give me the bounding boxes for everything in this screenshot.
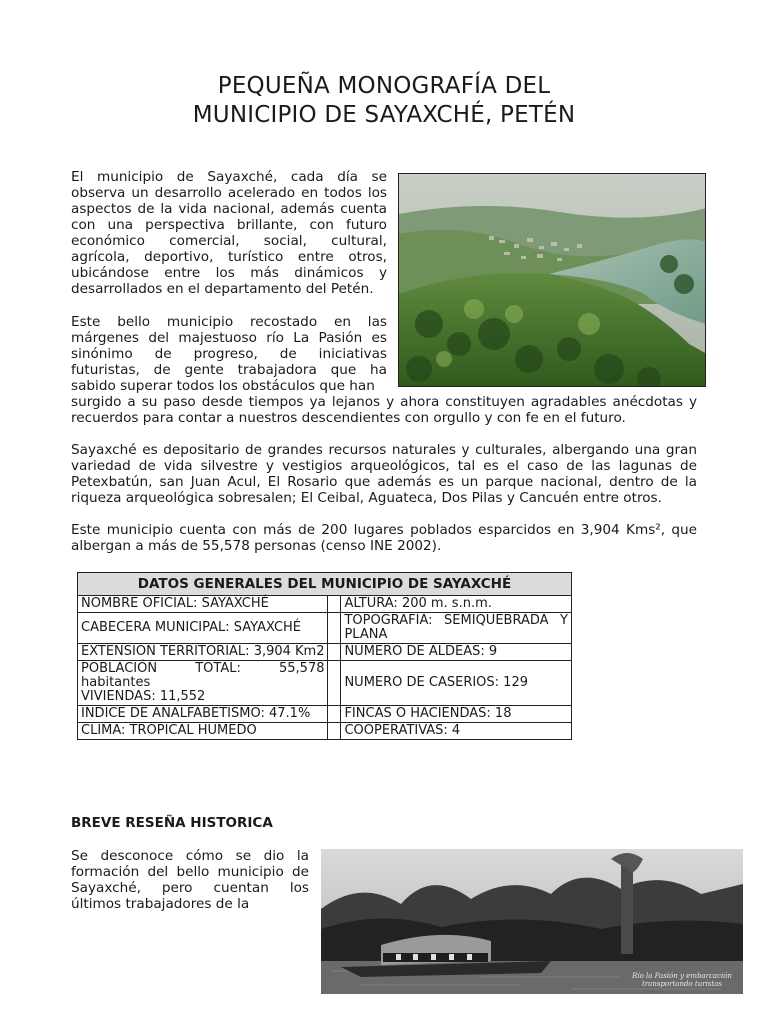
population-text: POBLACIÓN TOTAL: 55,578 habitantes (81, 661, 325, 690)
cell-extension: EXTENSION TERRITORIAL: 3,904 Km2 (78, 644, 328, 661)
cell-climate: CLIMA: TROPICAL HUMEDO (78, 723, 328, 740)
page-title (0, 72, 768, 130)
table-row (78, 706, 572, 723)
river-boat-photo (321, 849, 743, 994)
table-row (78, 661, 572, 706)
cell-cooperatives: COOPERATIVAS: 4 (341, 723, 572, 740)
paragraph-river-b: surgido a su paso desde tiempos ya lejanos y ahora constituyen agradables anécdotas y recuerdos para contar a nuestros descendientes con orgullo y con fe en el futuro. (71, 394, 697, 426)
cell-illiteracy: INDICE DE ANALFABETISMO: 47.1% (78, 706, 328, 723)
table-row (78, 723, 572, 740)
table-row (78, 596, 572, 613)
table-row (78, 613, 572, 644)
cell-villages: NUMERO DE ALDEAS: 9 (341, 644, 572, 661)
paragraph-resources: Sayaxché es depositario de grandes recursos naturales y culturales, albergando una gran variedad de vida silvestre y vestigios arqueológicos, tal es el caso de las lagunas de Petexbatún, san Juan Acul, El Rosario que además es un parque nacional, dentro de la riqueza arqueológica sobresalen; El Ceibal, Aguateca, Dos Pilas y Cancuén entre otros. (71, 442, 697, 506)
cell-topography: TOPOGRAFIA: SEMIQUEBRADA Y PLANA (341, 613, 572, 644)
paragraph-population: Este municipio cuenta con más de 200 lugares poblados esparcidos en 3,904 Kms², que albergan a más de 55,578 personas (censo INE 2002). (71, 522, 697, 554)
cell-population (78, 661, 328, 706)
cell-capital: CABECERA MUNICIPAL: SAYAXCHÉ (78, 613, 328, 644)
housing-text: VIVIENDAS: 11,552 (81, 689, 206, 704)
paragraph-intro: El municipio de Sayaxché, cada día se observa un desarrollo acelerado en todos los aspectos de la vida nacional, además cuenta con una perspectiva brillante, con futuro económico comercial, social, cultural, agrícola, deportivo, turístico entre otros, ubicándose entre los más dinámicos y desarrollados en el departamento del Petén. (71, 169, 387, 297)
cell-altitude: ALTURA: 200 m. s.n.m. (341, 596, 572, 613)
photo-caption: Río la Pasión y embarcación transportando turistas (632, 972, 732, 988)
cell-official-name: NOMBRE OFICIAL: SAYAXCHÉ (78, 596, 328, 613)
history-heading: BREVE RESEÑA HISTORICA (71, 815, 273, 831)
paragraph-river-a: Este bello municipio recostado en las márgenes del majestuoso río La Pasión es sinónimo de progreso, de iniciativas futuristas, de gente trabajadora que ha sabido superar todos los obstáculos que han (71, 314, 387, 394)
aerial-river-photo (398, 173, 706, 387)
title-line-1: PEQUEÑA MONOGRAFÍA DEL (217, 73, 551, 99)
cell-hamlets: NUMERO DE CASERIOS: 129 (341, 661, 572, 706)
title-line-2: MUNICIPIO DE SAYAXCHÉ, PETÉN (192, 102, 576, 128)
data-table (77, 572, 572, 740)
cell-farms: FINCAS O HACIENDAS: 18 (341, 706, 572, 723)
history-paragraph: Se desconoce cómo se dio la formación del bello municipio de Sayaxché, pero cuentan los últimos trabajadores de la (71, 848, 309, 912)
table-row (78, 644, 572, 661)
table-header: DATOS GENERALES DEL MUNICIPIO DE SAYAXCHÉ (78, 573, 572, 596)
